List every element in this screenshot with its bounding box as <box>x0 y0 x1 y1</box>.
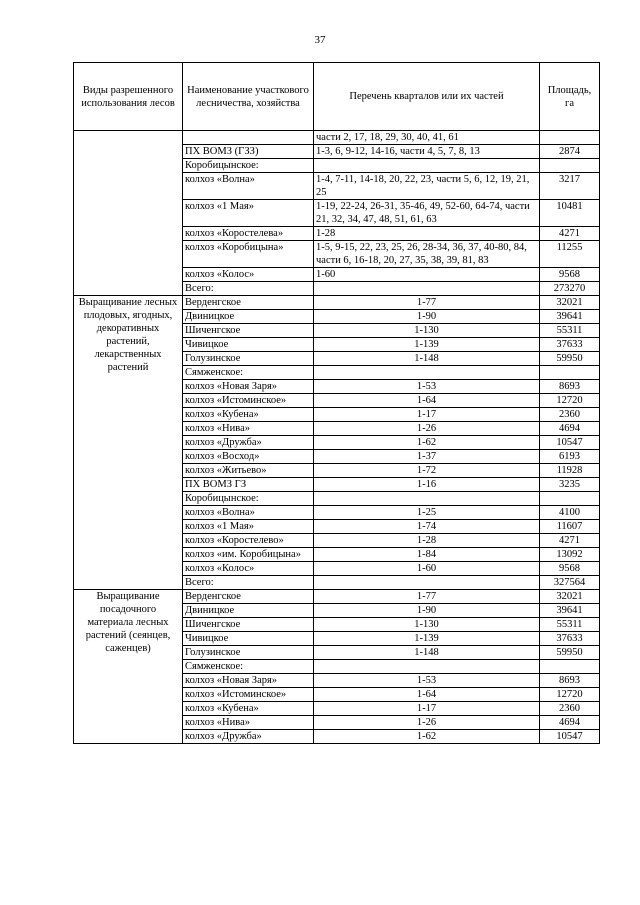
page-number: 37 <box>314 34 326 46</box>
use-type-cell <box>74 131 183 296</box>
quarters-cell: 1-4, 7-11, 14-18, 20, 22, 23, части 5, 6, 12, 19, 21, 25 <box>314 173 540 200</box>
header-forestry: Наименование участкового лесничества, хозяйства <box>183 63 314 131</box>
quarters-cell: 1-148 <box>314 352 540 366</box>
forestry-name-cell: колхоз «Кубена» <box>183 702 314 716</box>
area-cell: 4100 <box>540 506 600 520</box>
forestry-name-cell: колхоз «Дружба» <box>183 436 314 450</box>
quarters-cell: 1-60 <box>314 268 540 282</box>
quarters-cell: 1-26 <box>314 716 540 730</box>
area-cell <box>540 366 600 380</box>
quarters-cell: 1-17 <box>314 702 540 716</box>
area-cell: 10481 <box>540 200 600 227</box>
table-body <box>74 131 600 744</box>
forestry-name-cell: Чивицкое <box>183 338 314 352</box>
quarters-cell: 1-139 <box>314 338 540 352</box>
header-quarters: Перечень кварталов или их частей <box>314 63 540 131</box>
area-cell: 4694 <box>540 716 600 730</box>
use-type-cell: Выращивание посадочного материала лесных растений (сеянцев, саженцев) <box>74 590 183 744</box>
area-cell: 59950 <box>540 646 600 660</box>
forestry-name-cell: Голузинское <box>183 352 314 366</box>
forestry-name-cell: колхоз «Коростелева» <box>183 227 314 241</box>
area-cell: 37633 <box>540 338 600 352</box>
quarters-cell: 1-19, 22-24, 26-31, 35-46, 49, 52-60, 64-74, части 21, 32, 34, 47, 48, 51, 61, 63 <box>314 200 540 227</box>
quarters-cell: 1-72 <box>314 464 540 478</box>
area-cell: 6193 <box>540 450 600 464</box>
quarters-cell: 1-64 <box>314 688 540 702</box>
forest-use-table <box>73 62 600 744</box>
quarters-cell: 1-25 <box>314 506 540 520</box>
area-cell: 11255 <box>540 241 600 268</box>
forestry-name-cell: Голузинское <box>183 646 314 660</box>
forestry-name-cell: колхоз «Волна» <box>183 173 314 200</box>
area-cell: 2360 <box>540 408 600 422</box>
forestry-name-cell: Коробицынское: <box>183 492 314 506</box>
total-empty-cell <box>314 282 540 296</box>
area-cell: 32021 <box>540 590 600 604</box>
area-cell: 3235 <box>540 478 600 492</box>
forestry-name-cell: колхоз «1 Мая» <box>183 200 314 227</box>
area-cell: 4271 <box>540 534 600 548</box>
area-cell: 3217 <box>540 173 600 200</box>
area-cell <box>540 131 600 145</box>
forestry-name-cell: колхоз «Нива» <box>183 422 314 436</box>
header-use-type: Виды разрешенного использования лесов <box>74 63 183 131</box>
area-cell: 11928 <box>540 464 600 478</box>
total-label: Всего: <box>183 576 314 590</box>
area-cell: 2360 <box>540 702 600 716</box>
forestry-name-cell: Верденгское <box>183 590 314 604</box>
quarters-cell: 1-77 <box>314 296 540 310</box>
header-area: Площадь, га <box>540 63 600 131</box>
forestry-name-cell: ПХ ВОМЗ ГЗ <box>183 478 314 492</box>
area-cell: 13092 <box>540 548 600 562</box>
quarters-cell: 1-28 <box>314 534 540 548</box>
quarters-cell <box>314 366 540 380</box>
area-cell <box>540 492 600 506</box>
area-cell: 11607 <box>540 520 600 534</box>
area-cell: 39641 <box>540 310 600 324</box>
forestry-name-cell <box>183 131 314 145</box>
quarters-cell: 1-90 <box>314 604 540 618</box>
area-cell: 9568 <box>540 268 600 282</box>
quarters-cell: 1-37 <box>314 450 540 464</box>
use-type-cell: Выращивание лесных плодовых, ягодных, декоративных растений, лекарственных растений <box>74 296 183 590</box>
quarters-cell: 1-77 <box>314 590 540 604</box>
area-cell: 39641 <box>540 604 600 618</box>
area-cell: 9568 <box>540 562 600 576</box>
forestry-name-cell: колхоз «Житьево» <box>183 464 314 478</box>
area-cell: 10547 <box>540 436 600 450</box>
quarters-cell <box>314 660 540 674</box>
forestry-name-cell: Шиченгское <box>183 618 314 632</box>
forestry-name-cell: Двиницкое <box>183 604 314 618</box>
forestry-name-cell: колхоз «Нива» <box>183 716 314 730</box>
quarters-cell: 1-148 <box>314 646 540 660</box>
forestry-name-cell: колхоз «им. Коробицына» <box>183 548 314 562</box>
table-row <box>74 590 600 604</box>
quarters-cell: 1-130 <box>314 618 540 632</box>
quarters-cell: 1-28 <box>314 227 540 241</box>
forestry-name-cell: ПХ ВОМЗ (ГЗЗ) <box>183 145 314 159</box>
quarters-cell: 1-3, 6, 9-12, 14-16, части 4, 5, 7, 8, 13 <box>314 145 540 159</box>
table-row <box>74 131 600 145</box>
area-cell: 12720 <box>540 688 600 702</box>
quarters-cell: 1-53 <box>314 380 540 394</box>
total-empty-cell <box>314 576 540 590</box>
forestry-name-cell: Сямженское: <box>183 366 314 380</box>
forestry-name-cell: колхоз «Колос» <box>183 562 314 576</box>
total-value: 327564 <box>540 576 600 590</box>
forestry-name-cell: колхоз «Кубена» <box>183 408 314 422</box>
forestry-name-cell: колхоз «Новая Заря» <box>183 380 314 394</box>
area-cell <box>540 159 600 173</box>
forestry-name-cell: колхоз «Истоминское» <box>183 394 314 408</box>
quarters-cell: 1-90 <box>314 310 540 324</box>
quarters-cell: 1-64 <box>314 394 540 408</box>
forestry-name-cell: колхоз «Волна» <box>183 506 314 520</box>
forestry-name-cell: Двиницкое <box>183 310 314 324</box>
quarters-cell: 1-26 <box>314 422 540 436</box>
table-row <box>74 296 600 310</box>
area-cell: 4271 <box>540 227 600 241</box>
forestry-name-cell: колхоз «Восход» <box>183 450 314 464</box>
total-value: 273270 <box>540 282 600 296</box>
quarters-cell: 1-17 <box>314 408 540 422</box>
quarters-cell: 1-139 <box>314 632 540 646</box>
area-cell: 32021 <box>540 296 600 310</box>
forestry-name-cell: колхоз «Истоминское» <box>183 688 314 702</box>
area-cell: 4694 <box>540 422 600 436</box>
forestry-name-cell: колхоз «Коробицына» <box>183 241 314 268</box>
quarters-cell: 1-74 <box>314 520 540 534</box>
quarters-cell: 1-130 <box>314 324 540 338</box>
area-cell: 8693 <box>540 380 600 394</box>
forestry-name-cell: колхоз «1 Мая» <box>183 520 314 534</box>
area-cell: 2874 <box>540 145 600 159</box>
quarters-cell: части 2, 17, 18, 29, 30, 40, 41, 61 <box>314 131 540 145</box>
area-cell: 59950 <box>540 352 600 366</box>
area-cell: 10547 <box>540 730 600 744</box>
forestry-name-cell: Коробицынское: <box>183 159 314 173</box>
quarters-cell: 1-62 <box>314 436 540 450</box>
forestry-name-cell: колхоз «Коростелево» <box>183 534 314 548</box>
area-cell <box>540 660 600 674</box>
quarters-cell <box>314 492 540 506</box>
forestry-name-cell: Чивицкое <box>183 632 314 646</box>
forestry-name-cell: колхоз «Дружба» <box>183 730 314 744</box>
quarters-cell: 1-53 <box>314 674 540 688</box>
area-cell: 12720 <box>540 394 600 408</box>
quarters-cell: 1-5, 9-15, 22, 23, 25, 26, 28-34, 36, 37, 40-80, 84, части 6, 16-18, 20, 27, 35, 38, 39, 81, 83 <box>314 241 540 268</box>
quarters-cell: 1-84 <box>314 548 540 562</box>
area-cell: 8693 <box>540 674 600 688</box>
quarters-cell: 1-16 <box>314 478 540 492</box>
forestry-name-cell: колхоз «Новая Заря» <box>183 674 314 688</box>
area-cell: 55311 <box>540 324 600 338</box>
area-cell: 37633 <box>540 632 600 646</box>
forestry-name-cell: колхоз «Колос» <box>183 268 314 282</box>
forestry-name-cell: Сямженское: <box>183 660 314 674</box>
quarters-cell: 1-62 <box>314 730 540 744</box>
area-cell: 55311 <box>540 618 600 632</box>
forestry-name-cell: Шиченгское <box>183 324 314 338</box>
total-label: Всего: <box>183 282 314 296</box>
forestry-name-cell: Верденгское <box>183 296 314 310</box>
quarters-cell <box>314 159 540 173</box>
quarters-cell: 1-60 <box>314 562 540 576</box>
